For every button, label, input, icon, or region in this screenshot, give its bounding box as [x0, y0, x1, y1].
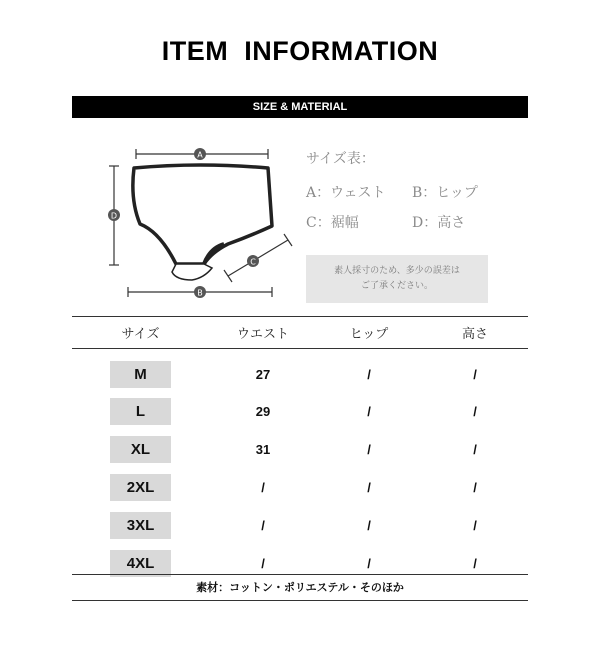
- cell-waist: 29: [255, 404, 271, 419]
- cell-waist: /: [261, 556, 265, 571]
- cell-waist: 31: [255, 442, 271, 457]
- cell-hip: /: [367, 404, 371, 419]
- cell-waist: /: [261, 480, 265, 495]
- legend-heading: サイズ表：: [306, 151, 375, 167]
- cell-height: /: [473, 404, 477, 419]
- cell-height: /: [473, 480, 477, 495]
- cell-hip: /: [367, 518, 371, 533]
- cell-height: /: [473, 518, 477, 533]
- garment-diagram: [100, 140, 300, 305]
- marker-d: D: [110, 211, 118, 221]
- dimension-a: [136, 148, 268, 160]
- section-bar: SIZE & MATERIAL: [72, 96, 528, 118]
- cell-waist: 27: [255, 367, 271, 382]
- cell-height: /: [473, 556, 477, 571]
- cell-hip: /: [367, 480, 371, 495]
- cell-waist: /: [261, 518, 265, 533]
- col-header-waist: ウエスト: [236, 327, 289, 342]
- size-label: 3XL: [110, 512, 171, 539]
- size-label: XL: [110, 436, 171, 463]
- cell-hip: /: [367, 556, 371, 571]
- table-header-rule: [72, 348, 528, 349]
- cell-hip: /: [367, 442, 371, 457]
- page-title: ITEM INFORMATION: [161, 36, 439, 66]
- cell-hip: /: [367, 367, 371, 382]
- legend-c: C：裾幅: [306, 215, 359, 231]
- col-header-height: 高さ: [461, 327, 488, 342]
- cell-height: /: [473, 442, 477, 457]
- legend-a: A：ウェスト: [306, 185, 386, 201]
- material-rule: [72, 600, 528, 601]
- table-bottom-rule: [72, 574, 528, 575]
- size-label: M: [110, 361, 171, 388]
- col-header-hip: ヒップ: [349, 327, 389, 342]
- size-label: 4XL: [110, 550, 171, 577]
- marker-b: B: [197, 288, 203, 298]
- legend-b: B：ヒップ: [412, 185, 478, 201]
- material-info: 素材：コットン・ポリエステル・そのほか: [196, 581, 404, 594]
- cell-height: /: [473, 367, 477, 382]
- marker-a: A: [197, 150, 203, 160]
- marker-c: C: [250, 257, 256, 267]
- col-header-size: サイズ: [121, 327, 160, 342]
- size-label: 2XL: [110, 474, 171, 501]
- dimension-b: [128, 286, 272, 298]
- note-line-2: ご了承ください。: [360, 281, 433, 291]
- note-line-1: 素人採寸のため、多少の誤差は: [334, 266, 460, 276]
- size-label: L: [110, 398, 171, 425]
- measurement-note: [306, 255, 488, 303]
- table-top-rule: [72, 316, 528, 317]
- legend-d: D：高さ: [412, 215, 466, 231]
- dimension-d: [108, 166, 120, 265]
